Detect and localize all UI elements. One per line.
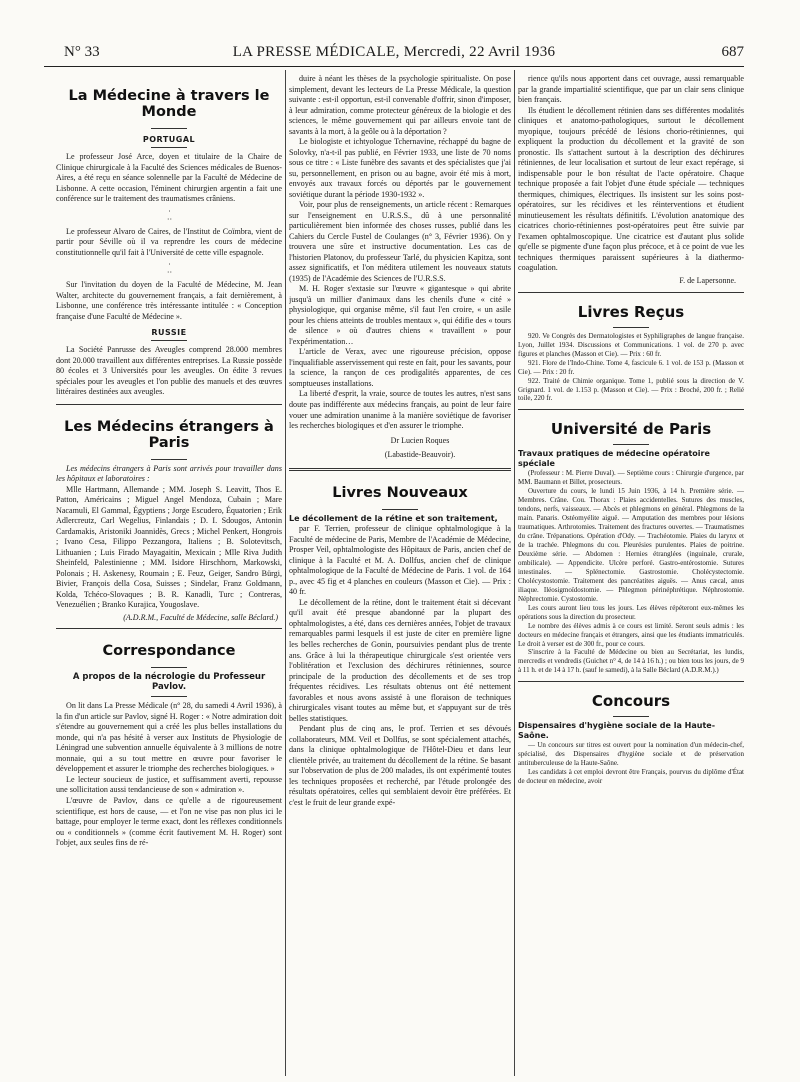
signature-place: (Labastide-Beauvoir). (384, 449, 456, 459)
book-description: par F. Terrien, professeur de clinique ophtalmologique à la Faculté de médecine de Paris, Membre de l'Académie de Médecine, Prosper Veil, ophtalmologiste des Hôpitaux de Paris, ancien chef de clinique à la Faculté et M. A. Dollfus, ancien chef de clinique ophtalmologique de la Faculté de Médecine de Paris. 1 vol. de 164 p., avec 45 fig et 4 planches en couleurs (Masson et Cie). — Prix : 40 fr. (289, 524, 511, 597)
paragraph: Les cours auront lieu tous les jours. Les élèves répéteront eux-mêmes les opérations sous la direction du prosecteur. (518, 603, 744, 621)
concours-title: Dispensaires d'hygiène sociale de la Haute-Saône. (518, 721, 716, 741)
section-rule (518, 681, 744, 682)
column-3 (518, 74, 744, 1080)
column-2 (289, 74, 511, 1080)
paragraph: Voir, pour plus de renseignements, un article récent : Remarques sur l'enseignement en U.R.S.S., dû à une personnalité particulièrement bien informée des choses russes, publié dans les Cahiers du Cercle Fustel de Coulanges (n° 3, Février 1936). On y trouvera une sûre et instructive documentation. Les cas de l'historien Platonov, du professeur Tarlé, du physicien Kapitza, sont assez significatifs, et l'on méditera utilement les nouveaux statuts (1935) de l'Académie des Sciences de l'U.R.S.S. (289, 200, 511, 283)
section-title-concours: Concours (591, 692, 671, 711)
country-label-russie: RUSSIE (151, 328, 187, 338)
asterism: · · · (166, 206, 172, 224)
section-title-livres-nouveaux: Livres Nouveaux (332, 485, 468, 502)
column-divider (514, 70, 515, 1076)
divider (613, 327, 649, 328)
paragraph: On lit dans La Presse Médicale (n° 28, du samedi 4 Avril 1936), à la fin d'un article sur Pavlov, signé H. Roger : « Notre admiration doit s'étendre au gouvernement qui a créé les plus belles installations du monde, qui n'a pas hésité à verser aux Instituts de Physiologie de Léningrad une subvention annuelle équivalente à 3 millions de notre monnaie, qui a su tout mettre en œuvre pour favoriser le développement et assurer le triomphe des recherches biologiques. » (56, 701, 282, 774)
section-rule (56, 628, 282, 629)
column-1 (56, 74, 282, 1080)
section-rule (289, 468, 511, 471)
paragraph: M. H. Roger s'extasie sur l'œuvre « gigantesque » qui abrite jusqu'à un millier d'animaux dans les chenils d'une « cité » physiologique, qui organise même, s'il faut l'en croire, « un asile pour les chiens atteints de troubles mentaux », qui édifie des « tours de silence » où d'autres chiens « travaillent » pour l'expérimentation… (289, 284, 511, 346)
paragraph: L'œuvre de Pavlov, dans ce qu'elle a de rigoureusement scientifique, est hors de cause, — et l'on ne vise pas non plus ici le battage, pour employer le terme exact, dont les réflexes conditionnels ou « conditionnels » (comme écrit fautivement M. H. Roger) sont l'objet, aux seules fins de ré- (56, 796, 282, 848)
paragraph: Ouverture du cours, le lundi 15 Juin 1936, à 14 h. Première série. — Membres. Crâne. Cou. Thorax : Plaies accidentelles. Sutures des muscles, tendons, nerfs, vaisseaux. — Abcès et phlegmons en général. Phlegmons de la main. Panaris. Ostéomyélite aiguë. — Amputation des membres pour lésions traumatiques. Arthrotomies. Traitement des fractures ouvertes. — Traumatismes du crâne. Trépanations. Opération d'Ody. — Trachéotomie. Plaies du larynx et de la trachée. Phlegmons du cou. Pleurésies purulentes. Plaies de poitrine. Deuxième série. — Abdomen : Hernies étranglées (inguinale, crurale, ombilicale). — Appendicite. Ulcère perforé. Gastro-entérostomie. Sutures intestinales. — Splénectomie. Gastrostomie. Cholécystectomie. Cholécystostomie. Traitement des pancréatites aiguës. — Anus cæcal, anus iliaque. Iléosigmoïdostomie. — Phlegmon périnéphrétique. Néphrostomie. Néphrectomie. Cystostomie. (518, 487, 744, 603)
section-title-medecine-monde: La Médecine à travers le Monde (68, 88, 270, 120)
subheading: A propos de la nécrologie du Professeur Pavlov. (72, 671, 266, 693)
paragraph: duire à néant les thèses de la psychologie spiritualiste. On pose simplement, devant les lecteurs de La Presse Médicale, la question suivante : est-il opportun, est-il convenable d'offrir, sinon d'imposer, à leur admiration, comme protecteur généreux de la biologie et des sciences, le même gouvernement qui par ailleurs envoie tant de savants à la mort, à la geôle ou à la déportation ? (289, 74, 511, 136)
paragraph: Le professeur Alvaro de Caires, de l'Institut de Coïmbra, vient de partir pour Séville où il va reprendre les cours de médecine constitutionnelle qu'il fait à l'Université de cette ville espagnole. (56, 226, 282, 257)
section-title-correspondance: Correspondance (102, 642, 236, 659)
paragraph: Le professeur José Arce, doyen et titulaire de la Chaire de Clinique chirurgicale à la Faculté des Sciences médicales de Buenos-Aires, a été reçu en séance solennelle par la Faculté de Médecine de Lisbonne. A cette occasion, l'éminent chirurgien argentin a fait une conférence sur le traitement des traumatismes crâniens. (56, 152, 282, 204)
paragraph: Mlle Hartmann, Allemande ; MM. Joseph S. Leavitt, Thos E. Patton, Américains ; Miguel Angel Mendoza, Cubain ; Mare Nacamuli, El Gammal, Égyptiens ; Jorge Escudero, Équatorien ; Erik Adlercreutz, Carl Wegelius, Finlandais ; D. I. Sdougos, Antonin Cardamakis, Aristoniki Joannidès, Grecs ; Michel Penkert, Hongrois ; Ivano Cesa, Filippo Pezzangora, Italiens ; B. Solotevitsch, Lithuanien ; Luis Firado Mayagaitin, Mexicain ; Mlle Riva Judith Sheinfeld, Palestinienne ; MM. Isidore Hirschhorn, Markowski, Polonais ; H. Askenesy, Roumain ; E. Feuz, Geiger, Sandro Bürgi, Bivier, François della Cosa, Suisses ; Sindelar, Franz Goldmann, Kolda, Tchéco-Slovaques ; B. R. Kanadli, Turc ; Contreras, Venezuélien ; Branko Kurajica, Yougoslave. (56, 484, 282, 610)
paragraph: Sur l'invitation du doyen de la Faculté de Médecine, M. Jean Walter, architecte du gouvernement français, a fait dernièrement, à Lisbonne, une conférence très intéressante intitulée : « Conception française d'une Faculté de Médecine ». (56, 280, 282, 321)
section-rule (56, 404, 282, 405)
intro-paragraph: Les médecins étrangers à Paris sont arrivés pour travailler dans les hôpitaux et laboratoires : (56, 463, 282, 484)
divider (382, 509, 418, 510)
section-rule (518, 292, 744, 293)
paragraph: Le biologiste et ichtyologue Tchernavine, réchappé du bagne de Solovky, n'a-t-il pas publié, en Février 1933, une liste de 70 noms sous ce titre : « Liste funèbre des savants et des spécialistes que j'ai su, personnellement, en prison ou au bagne, avoir été mis à mort, envoyés aux travaux forcés ou déportés par le gouvernement soviétique durant la période 1930-1932 ». (289, 137, 511, 199)
divider (151, 340, 187, 341)
citation: (A.D.R.M., Faculté de Médecine, salle Béclard.) (123, 612, 278, 622)
header-rule (44, 66, 744, 67)
paragraph: rience qu'ils nous apportent dans cet ouvrage, aussi remarquable par la grande impartialité scientifique, que par un clair sens clinique bien français. (518, 74, 744, 105)
received-book-entry: 922. Traité de Chimie organique. Tome 1, publié sous la direction de V. Grignard. 1 vol. de 1.153 p. (Masson et Cie). — Prix : Broché, 200 fr. ; Relié toile, 220 fr. (518, 376, 744, 403)
divider (151, 667, 187, 668)
issue-number: N° 33 (64, 44, 100, 60)
page-number: 687 (721, 44, 744, 60)
divider (613, 716, 649, 717)
paragraph: Le nombre des élèves admis à ce cours est limité. Seront seuls admis : les docteurs en médecine français et étrangers, ainsi que les étudiants immatriculés. Le droit à verser est de 300 fr., pour ce cours. (518, 621, 744, 648)
signature-name: Dr Lucien Roques (390, 435, 450, 445)
paragraph: Le lecteur soucieux de justice, et suffisamment averti, repousse une sollicitation aussi tendancieuse de son « admiration ». (56, 774, 282, 795)
paragraph: Ils étudient le décollement rétinien dans ses différentes modalités cliniques et anatomo-pathologiques, surtout le décollement myopique, toujours précédé de lésions chorio-rétiniennes, qui expliquent la production du décollement et la gravité de son pronostic. Ils s'attachent surtout à la description des déchirures rétiniennes, de leur localisation et surtout de leur exact repérage, si indispensable pour le bon résultat de l'acte opératoire. Chaque technique proposée a fait l'objet d'une étude spéciale — techniques thermiques, chimiques, électriques. Ils insistent sur les soins post-opératoires, sur les récidives et les réinterventions et étudient minutieusement les résultats définitifs. L'évolution anatomique des cicatrices chorio-rétiniennes post-opératoires peut être suivie par l'examen ophtalmoscopique. Une cicatrice est d'autant plus solide qu'elle se pigmente d'une façon plus précoce, et à ce point de vue les techniques thermiques paraissent supérieures à la diathermo-coagulation. (518, 105, 744, 273)
divider (613, 444, 649, 445)
divider (151, 128, 187, 129)
section-title-medecins-etrangers: Les Médecins étrangers à Paris (64, 418, 274, 451)
paragraph: (Professeur : M. Pierre Duval). — Septième cours : Chirurgie d'urgence, par MM. Baumann et Billet, prosecteurs. (518, 469, 744, 487)
country-label-portugal: PORTUGAL (142, 135, 196, 144)
journal-title: LA PRESSE MÉDICALE, Mercredi, 22 Avril 1936 (232, 44, 556, 60)
course-title: Travaux pratiques de médecine opératoire spéciale (518, 449, 710, 469)
divider (151, 696, 187, 697)
received-book-entry: 920. Ve Congrès des Dermatologistes et Syphiligraphes de langue française. Lyon, Juillet 1934. Discussions et Communications. 1 vol. de 270 p. avec figures et planches (Masson et Cie). — Prix : 60 fr. (518, 331, 744, 358)
section-rule (518, 409, 744, 410)
signature: F. de Lapersonne. (679, 275, 736, 285)
paragraph: La liberté d'esprit, la vraie, source de toutes les autres, n'est sans doute pas indifférente aux médecins français, au point de leur faire vouer une admiration unanime à la manière soviétique de favoriser les recherches biologiques et d'en assurer le triomphe. (289, 389, 511, 431)
paragraph: La Société Panrusse des Aveugles comprend 28.000 membres dont 20.000 travaillent aux différentes entreprises. La Russie possède 80 écoles et 3 Universités pour les aveugles. On édite 3 revues spéciales pour les aveugles et l'on publie des manuels et des œuvres littéraires destinées aux aveugles. (56, 345, 282, 397)
paragraph: Le décollement de la rétine, dont le traitement était si décevant qu'il avait été presque abandonné par la plupart des ophtalmologistes, a été, dans ces dernières années, l'objet de travaux remarquables parmi lesquels il est juste de citer en première ligne les belles recherches de Gonin, poursuivies pendant plus de trente ans. Grâce à lui la thérapeutique chirurgicale s'est orientée vers l'oblitération et l'exclusion des déchirures rétiniennes, source principale de la production des décollements et de ses trop fréquentes récidives. Les résultats obtenus ont été nettement favorables et nous avons assisté à une floraison de techniques chirurgicales visant toutes au même but, et s'appuyant sur de très belles statistiques. (289, 597, 511, 723)
paragraph: S'inscrire à la Faculté de Médecine ou bien au Secrétariat, les lundis, mercredis et vendredis (Guichet n° 4, de 14 à 16 h.) ; ou bien tous les jours, de 9 à 11 h. et de 14 à 17 h. (sauf le samedi), à la Salle Béclard (A.D.R.M.).) (518, 648, 744, 675)
paragraph: Les candidats à cet emploi devront être Français, pourvus du diplôme d'État de docteur en médecine, avoir (518, 768, 744, 786)
section-title-universite: Université de Paris (550, 420, 712, 439)
page-header (44, 44, 744, 64)
paragraph: — Un concours sur titres est ouvert pour la nomination d'un médecin-chef, spécialisé, des Dispensaires d'hygiène sociale et de préservation antituberculeuse de la Haute-Saône. (518, 741, 744, 768)
column-divider (285, 70, 286, 1076)
received-book-entry: 921. Flore de l'Indo-Chine. Tome 4, fascicule 6. 1 vol. de 153 p. (Masson et Cie). — Prix : 20 fr. (518, 358, 744, 376)
book-title: Le décollement de la rétine et son traitement, (289, 514, 498, 524)
divider (151, 147, 187, 148)
asterism: · · · (166, 260, 172, 278)
divider (151, 459, 187, 460)
paragraph: Pendant plus de cinq ans, le prof. Terrien et ses dévoués collaborateurs, MM. Veil et Dollfus, se sont spécialement attachés, dans la clinique ophtalmologique de l'Hôtel-Dieu et dans leur clientèle privée, au traitement du décollement de la rétine. Se basant sur l'observation de plus de 200 malades, ils ont expérimenté toutes les techniques proposées et recherché, par l'étude prolongée des résultats opératoires, celles qui semblaient devoir être préférées. Et c'est le fruit de leur grande expé- (289, 724, 511, 807)
section-title-livres-recus: Livres Reçus (577, 302, 685, 321)
paragraph: L'article de Verax, avec une rigoureuse précision, oppose l'inqualifiable asservissement qui reste en fait, pour les savants, pour la science, la rançon de ces prodigalités apparentes, de ces somptueuses installations. (289, 347, 511, 388)
